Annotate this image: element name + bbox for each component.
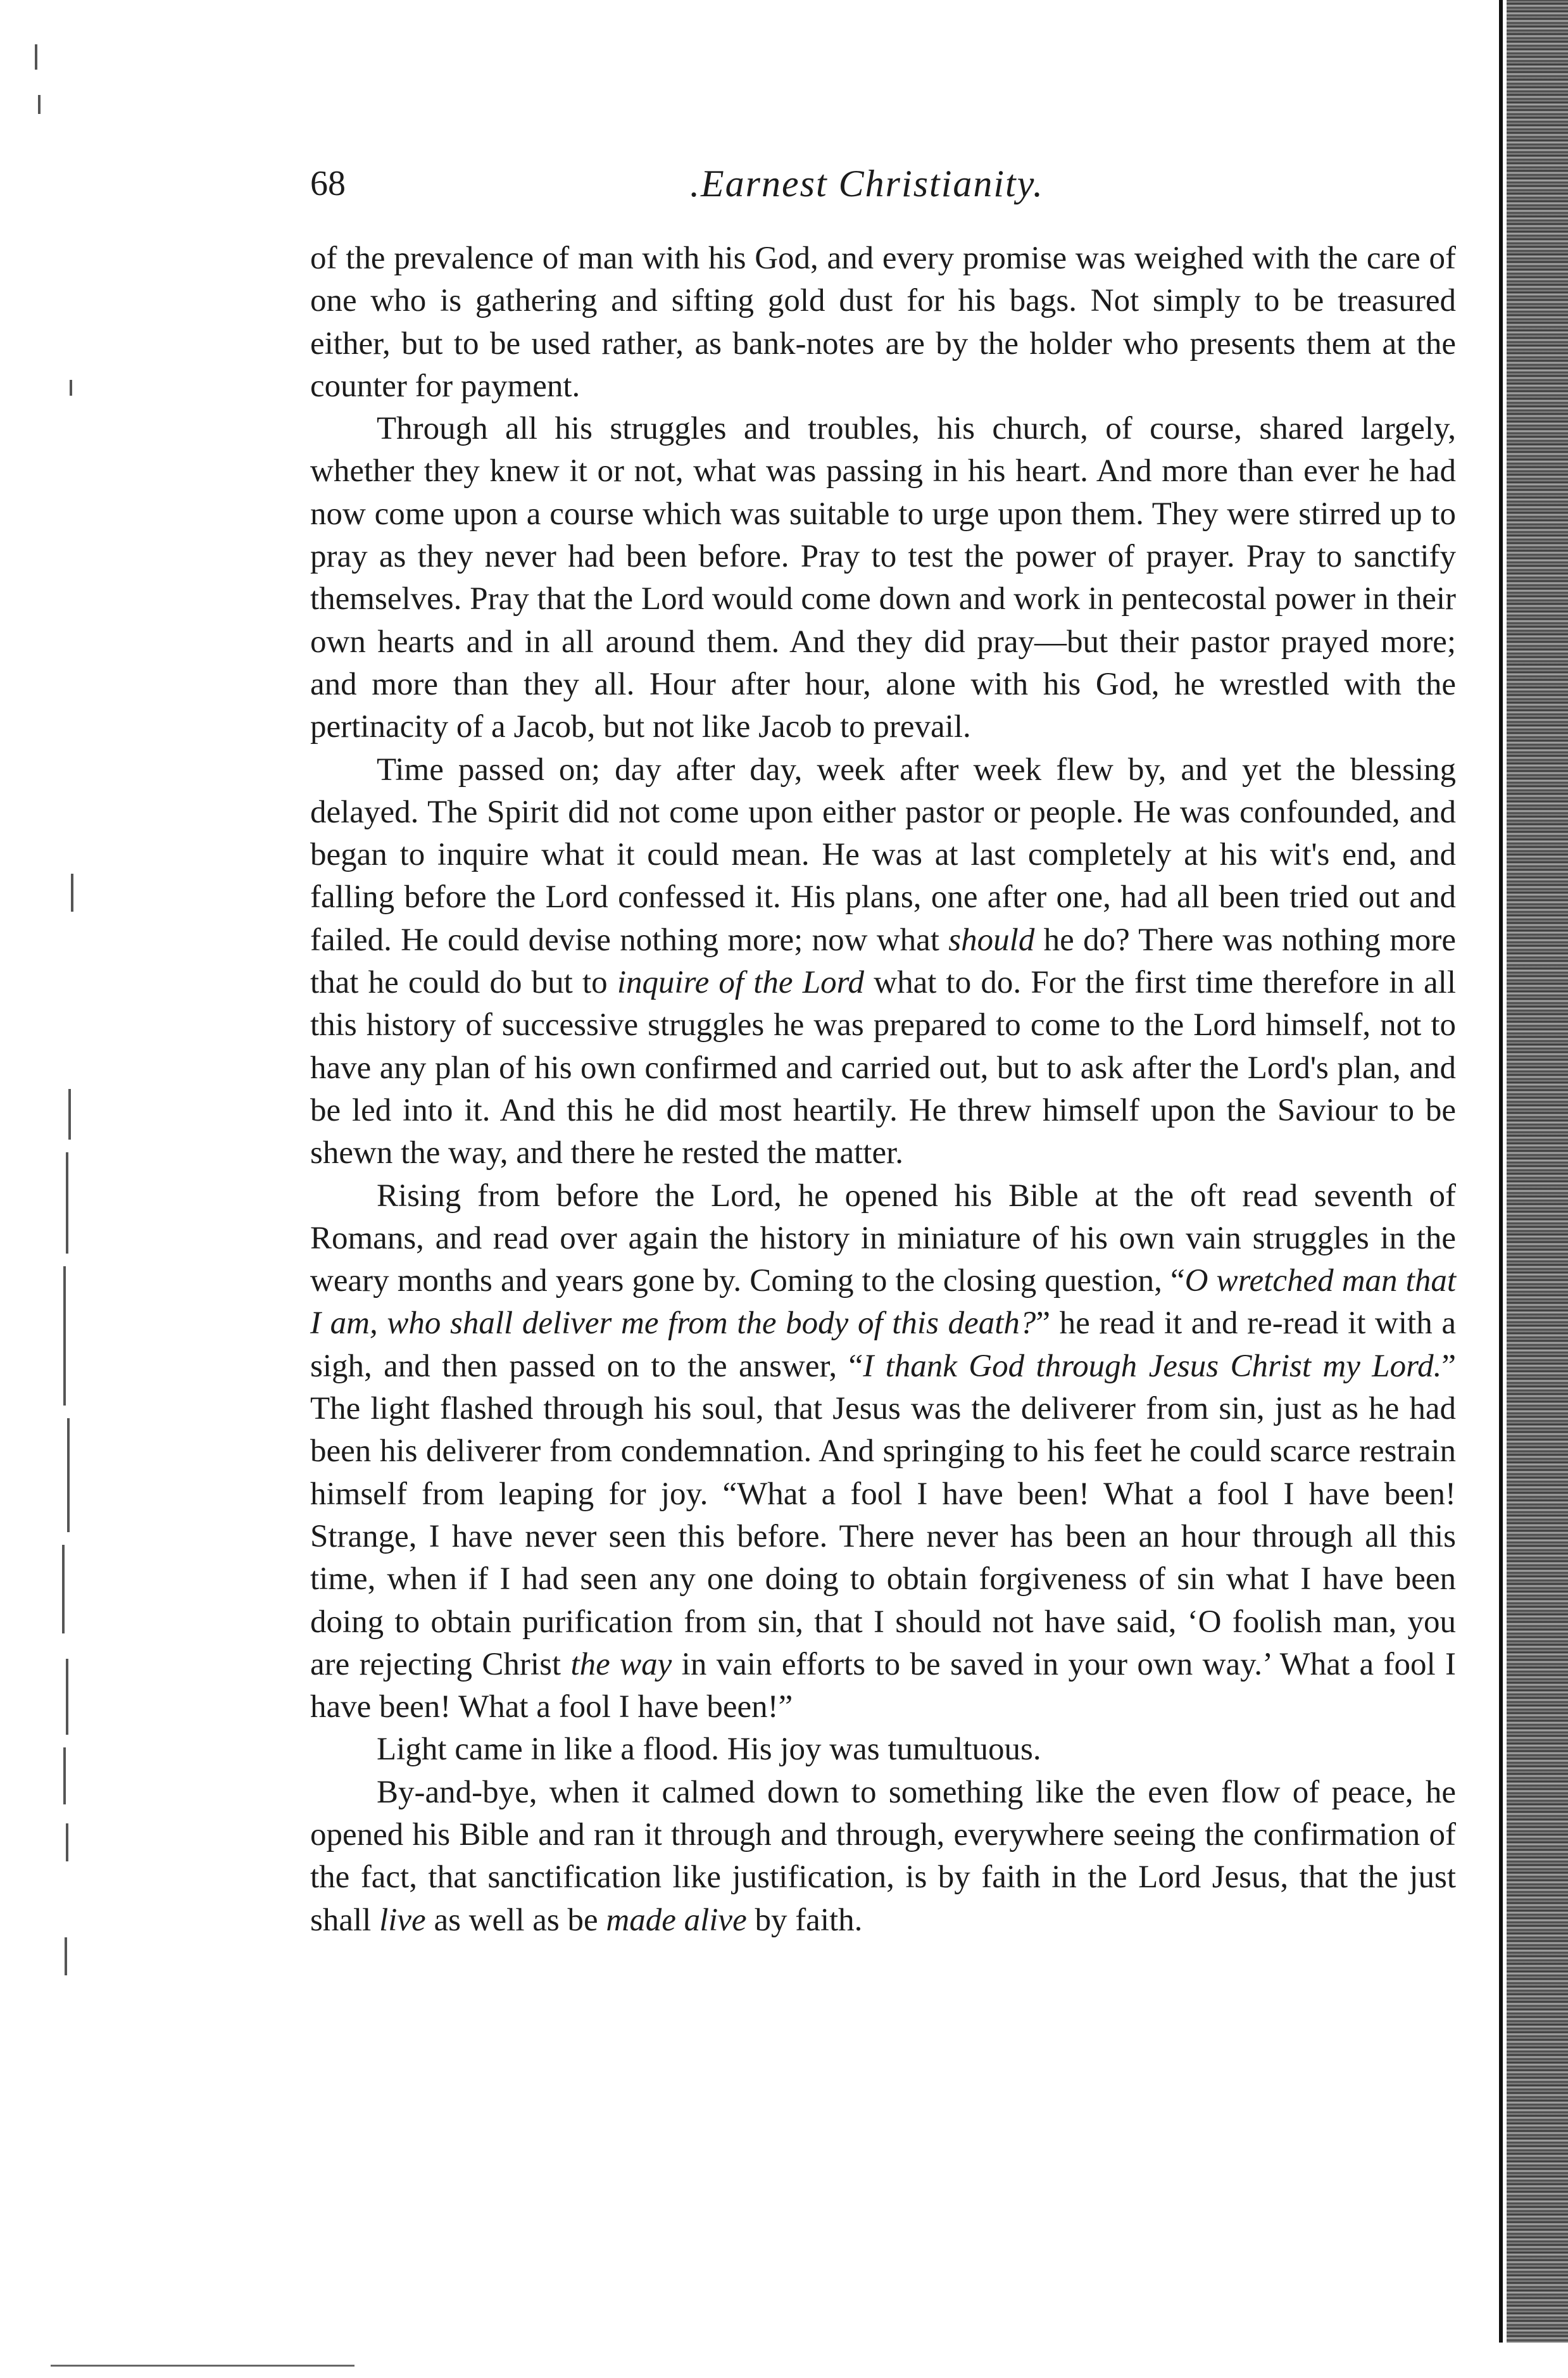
paragraph-6-text-a: By-and-bye, when it calmed down to something like the even flow of peace, he opened his Bible and ran it through and through, everywhere seeing the confirmation of the fact, that sanctification like justification, is by faith in the Lord Jesus, that the just shall	[310, 1774, 1456, 1938]
paragraph-4-text-d: in vain efforts to be saved in your own way.’ What a fool I have been! What a fool I have been!”	[310, 1646, 1456, 1725]
page-header	[310, 155, 1456, 212]
paragraph-4-text-c: ” The light flashed through his soul, that Jesus was the deliverer from sin, just as he had been his deliverer from condemnation. And springing to his feet he could scarce restrain himself from leaping for joy. “What a fool I have been! What a fool I have been! Strange, I have never seen this before. There never has been an hour through all this time, when if I had seen any one doing to obtain forgiveness of sin what I have been doing to obtain purification from sin, that I should not have said, ‘O foolish man, you are rejecting Christ	[310, 1348, 1456, 1682]
paragraph-3-text-b: he do? There was nothing more that he could do but to	[310, 922, 1456, 1001]
paragraph-6-text-c: by faith.	[746, 1902, 863, 1938]
emphasis-should: should	[948, 922, 1035, 958]
page-number: 68	[310, 164, 346, 203]
left-gutter-scan-marks	[0, 0, 89, 2378]
emphasis-inquire-of-the-lord: inquire of the Lord	[617, 965, 865, 1001]
paragraph-4-text-a: Rising from before the Lord, he opened his Bible at the oft read seventh of Romans, and read over again the history in miniature of his own vain struggles in the weary months and years gone by. Coming to the closing question, “	[310, 1178, 1456, 1299]
paragraph-3	[310, 749, 1456, 1175]
bottom-scan-rule	[51, 2365, 354, 2367]
body-text	[310, 237, 1456, 1942]
page-edge-scan-strip	[1507, 0, 1568, 2343]
paragraph-3-text-a: Time passed on; day after day, week after week flew by, and yet the blessing delayed. The Spirit did not come upon either pastor or people. He was confounded, and began to inquire what it could mean. He was at last completely at his wit's end, and falling before the Lord confessed it. His plans, one after one, had all been tried out and failed. He could devise nothing more; now what	[310, 752, 1456, 958]
running-title: .Earnest Christianity.	[690, 163, 1044, 204]
page-edge-line	[1499, 0, 1503, 2343]
paragraph-2: Through all his struggles and troubles, his church, of course, shared largely, whether they knew it or not, what was passing in his heart. And more than ever he had now come upon a course which was suitable to urge upon them. They were stirred up to pray as they never had been before. Pray to test the power of prayer. Pray to sanctify themselves. Pray that the Lord would come down and work in pentecostal power in their own hearts and in all around them. And they did pray—but their pastor prayed more; and more than they all. Hour after hour, alone with his God, he wrestled with the pertinacity of a Jacob, but not like Jacob to prevail.	[310, 411, 1456, 745]
paragraph-4-text-b: ” he read it and re-read it with a sigh, and then passed on to the answer, “	[310, 1305, 1456, 1384]
paragraph-6	[310, 1771, 1456, 1942]
quotation-answer: I thank God through Jesus Christ my Lord.	[863, 1348, 1442, 1384]
paragraph-5: Light came in like a flood. His joy was tumultuous.	[377, 1732, 1041, 1768]
paragraph-6-text-b: as well as be	[425, 1902, 606, 1938]
paragraph-4	[310, 1175, 1456, 1729]
quotation-question: O wretched man that I am, who shall deliver me from the body of this death?	[310, 1263, 1456, 1342]
emphasis-live: live	[379, 1902, 426, 1938]
emphasis-made-alive: made alive	[606, 1902, 747, 1938]
paragraph-1: of the prevalence of man with his God, and every promise was weighed with the care of one who is gathering and sifting gold dust for his bags. Not simply to be treasured either, but to be used rather, as bank-notes are by the holder who presents them at the counter for payment.	[310, 241, 1456, 404]
emphasis-the-way: the way	[570, 1646, 672, 1682]
paragraph-3-text-c: what to do. For the first time therefore in all this history of successive struggles he was prepared to come to the Lord himself, not to have any plan of his own confirmed and carried out, but to ask after the Lord's plan, and be led into it. And this he did most heartily. He threw himself upon the Saviour to be shewn the way, and there he rested the matter.	[310, 965, 1456, 1171]
